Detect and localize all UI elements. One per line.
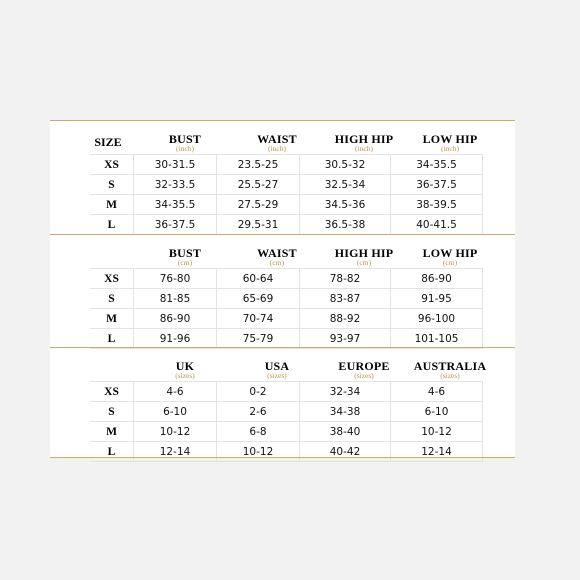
table-cell: 4-6 [391, 382, 483, 402]
size-chart-inches [50, 120, 515, 231]
size-column-title: SIZE [94, 135, 122, 149]
column-header-label: BUST [168, 246, 202, 260]
table-cell: 65-69 [217, 289, 300, 309]
table-cell: 88-92 [300, 309, 391, 329]
table-row [90, 289, 483, 309]
table-cell: 36.5-38 [300, 215, 391, 235]
table-cell: 38-39.5 [391, 195, 483, 215]
size-label: XS [90, 155, 134, 175]
table-cell: 32-33.5 [134, 175, 217, 195]
table-cell: 32-34 [300, 382, 391, 402]
size-label: M [90, 195, 134, 215]
table-cell: 60-64 [217, 269, 300, 289]
table-cell: 101-105 [391, 329, 483, 349]
column-header-unit: (inch) [268, 144, 286, 153]
table-row [90, 215, 483, 235]
table-cell: 12-14 [134, 442, 217, 462]
table-cell: 40-42 [300, 442, 391, 462]
column-header-unit: (inch) [176, 144, 194, 153]
column-header-australia [394, 360, 506, 380]
table-cell: 34-35.5 [134, 195, 217, 215]
column-header-label: EUROPE [338, 359, 390, 373]
table-cell: 38-40 [300, 422, 391, 442]
table-cell: 81-85 [134, 289, 217, 309]
table-cell: 34-38 [300, 402, 391, 422]
column-header-label: HIGH HIP [334, 132, 394, 146]
column-header-unit: (sizes) [354, 371, 374, 380]
column-header-label: UK [175, 359, 195, 373]
column-header-unit: (sizes) [267, 371, 287, 380]
table-cell: 36-37.5 [391, 175, 483, 195]
size-label: M [90, 309, 134, 329]
column-header-unit: (cm) [442, 258, 458, 267]
table-row [90, 442, 483, 462]
size-label: M [90, 422, 134, 442]
column-header-unit: (inch) [355, 144, 373, 153]
table-cell: 6-10 [134, 402, 217, 422]
size-chart-cm [50, 234, 515, 345]
table-cell: 25.5-27 [217, 175, 300, 195]
table-cell: 27.5-29 [217, 195, 300, 215]
table-cell: 78-82 [300, 269, 391, 289]
table-row [90, 382, 483, 402]
table-cell: 10-12 [217, 442, 300, 462]
column-header-label: LOW HIP [422, 246, 478, 260]
table-cell: 30.5-32 [300, 155, 391, 175]
table-row [90, 195, 483, 215]
table-row [90, 269, 483, 289]
column-header-label: WAIST [257, 246, 297, 260]
table-row [90, 329, 483, 349]
card-bottom-rule [50, 457, 515, 458]
table-cell: 30-31.5 [134, 155, 217, 175]
table-row [90, 422, 483, 442]
table-cell: 0-2 [217, 382, 300, 402]
table-cell: 40-41.5 [391, 215, 483, 235]
table-cell: 32.5-34 [300, 175, 391, 195]
table-cell: 23.5-25 [217, 155, 300, 175]
size-table-international [90, 381, 483, 462]
column-header-label: HIGH HIP [334, 246, 394, 260]
column-header-label: BUST [168, 132, 202, 146]
column-header-label: USA [264, 359, 290, 373]
table-cell: 76-80 [134, 269, 217, 289]
table-cell: 34.5-36 [300, 195, 391, 215]
column-header-unit: (cm) [356, 258, 372, 267]
table-cell: 86-90 [134, 309, 217, 329]
size-chart-international [50, 347, 515, 458]
column-header-unit: (sizes) [440, 371, 460, 380]
table-cell: 96-100 [391, 309, 483, 329]
table-cell: 86-90 [391, 269, 483, 289]
size-table-inches [90, 154, 483, 235]
column-header-label: WAIST [257, 132, 297, 146]
table-cell: 34-35.5 [391, 155, 483, 175]
table-cell: 83-87 [300, 289, 391, 309]
table-cell: 12-14 [391, 442, 483, 462]
table-cell: 6-10 [391, 402, 483, 422]
table-cell: 10-12 [391, 422, 483, 442]
column-header-low-hip [394, 133, 506, 153]
column-header-uk [150, 360, 220, 380]
table-cell: 10-12 [134, 422, 217, 442]
size-label: L [90, 442, 134, 462]
table-cell: 2-6 [217, 402, 300, 422]
size-chart-card [50, 120, 515, 458]
table-row [90, 309, 483, 329]
column-header-unit: (cm) [177, 258, 193, 267]
table-cell: 93-97 [300, 329, 391, 349]
column-header-label: AUSTRALIA [413, 359, 487, 373]
size-label: XS [90, 269, 134, 289]
table-row [90, 155, 483, 175]
table-cell: 36-37.5 [134, 215, 217, 235]
size-label: S [90, 289, 134, 309]
column-header-unit: (inch) [441, 144, 459, 153]
table-cell: 70-74 [217, 309, 300, 329]
table-cell: 29.5-31 [217, 215, 300, 235]
size-label: S [90, 175, 134, 195]
column-header-low-hip [394, 247, 506, 267]
table-row [90, 402, 483, 422]
column-header-unit: (sizes) [175, 371, 195, 380]
size-label: XS [90, 382, 134, 402]
table-cell: 91-95 [391, 289, 483, 309]
size-label: S [90, 402, 134, 422]
table-cell: 75-79 [217, 329, 300, 349]
size-table-cm [90, 268, 483, 349]
table-cell: 91-96 [134, 329, 217, 349]
table-row [90, 175, 483, 195]
column-header-bust [150, 133, 220, 153]
size-label: L [90, 215, 134, 235]
size-label: L [90, 329, 134, 349]
column-header-bust [150, 247, 220, 267]
table-cell: 6-8 [217, 422, 300, 442]
table-cell: 4-6 [134, 382, 217, 402]
column-header-unit: (cm) [269, 258, 285, 267]
column-header-label: LOW HIP [422, 132, 478, 146]
